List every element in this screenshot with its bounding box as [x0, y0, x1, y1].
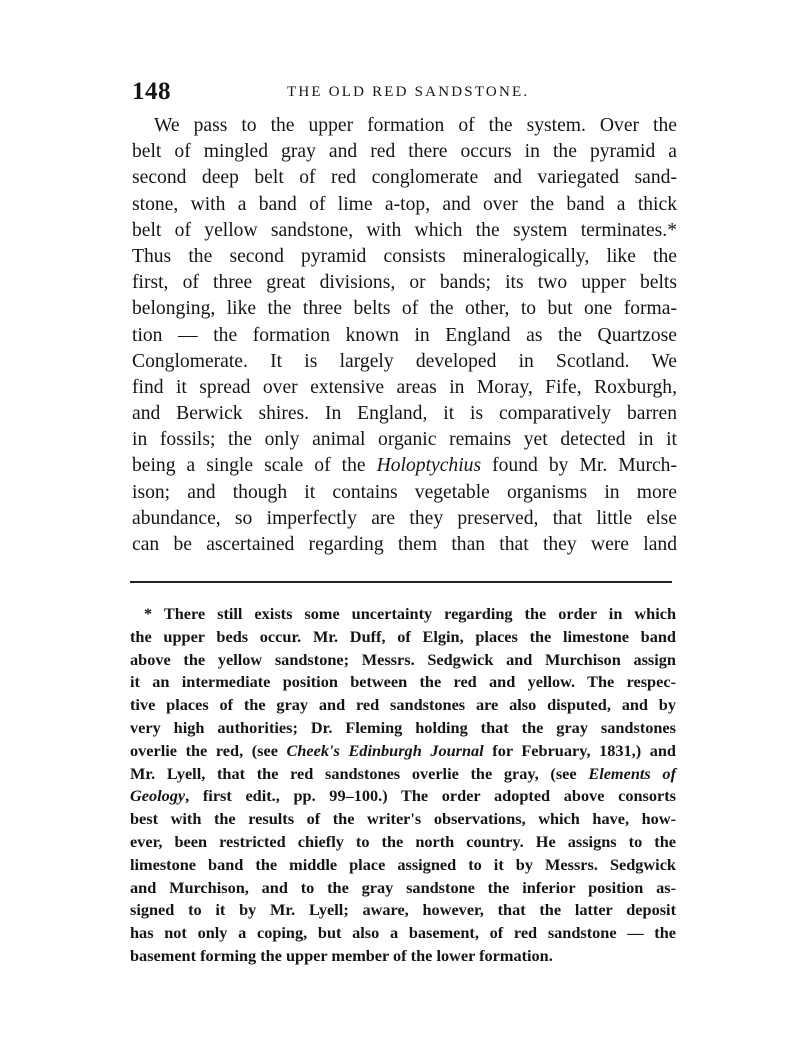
text-line: find it spread over extensive areas in Moray, Fife, Roxburgh,	[132, 376, 677, 398]
main-text	[132, 113, 677, 558]
footnote-divider	[130, 581, 672, 583]
text-line: Thus the second pyramid consists mineralogically, like the	[132, 245, 677, 267]
text-line: stone, with a band of lime a-top, and over the band a thick	[132, 193, 677, 215]
italic-genus-name: Holoptychius	[376, 455, 482, 477]
text-line: tion — the formation known in England as the Quartzose	[132, 324, 677, 346]
text-line: can be ascertained regarding them than that they were land	[132, 534, 677, 555]
text-line: belt of mingled gray and red there occurs in the pyramid a	[132, 141, 677, 163]
text-line: belonging, like the three belts of the other, to but one forma-	[132, 298, 677, 320]
footnote-line: ever, been restricted chiefly to the north country. He assigns to the	[130, 831, 676, 851]
text-line: in fossils; the only animal organic remains yet detected in it	[132, 429, 677, 451]
footnote	[130, 603, 676, 968]
text-line: second deep belt of red conglomerate and variegated sand-	[132, 167, 677, 189]
footnote-line: Geology, first edit., pp. 99–100.) The order adopted above consorts	[130, 786, 676, 806]
italic-book-title: Elements of	[588, 763, 676, 783]
text-line: Conglomerate. It is largely developed in Scotland. We	[132, 350, 677, 372]
footnote-line: basement forming the upper member of the lower formation.	[130, 945, 553, 965]
text-line: being a single scale of the Holoptychius found by Mr. Murch-	[132, 455, 677, 477]
footnote-line: * There still exists some uncertainty regarding the order in which	[144, 604, 676, 623]
text-line: first, of three great divisions, or bands; its two upper belts	[132, 272, 677, 294]
italic-book-title: Geology	[130, 786, 186, 806]
footnote-line: overlie the red, (see Cheek's Edinburgh Journal for February, 1831,) and	[130, 740, 676, 760]
page-number: 148	[132, 78, 171, 105]
footnote-line: tive places of the gray and red sandstones are also disputed, and by	[130, 695, 676, 715]
text-line: We pass to the upper formation of the system. Over the	[154, 115, 677, 136]
footnote-line: the upper beds occur. Mr. Duff, of Elgin, places the limestone band	[130, 626, 676, 646]
footnote-line: and Murchison, and to the gray sandstone the inferior position as-	[130, 877, 676, 897]
footnote-line: it an intermediate position between the red and yellow. The respec-	[130, 672, 676, 692]
footnote-line: very high authorities; Dr. Fleming holding that the gray sandstones	[130, 717, 676, 737]
running-head	[132, 78, 682, 108]
footnote-line: has not only a coping, but also a basement, of red sandstone — the	[130, 923, 676, 943]
text-line: belt of yellow sandstone, with which the system terminates.*	[132, 219, 677, 241]
italic-journal-title: Cheek's Edinburgh Journal	[286, 740, 484, 760]
footnote-line: signed to it by Mr. Lyell; aware, however, that the latter deposit	[130, 900, 676, 920]
text-line: abundance, so imperfectly are they preserved, that little else	[132, 507, 677, 529]
running-title: THE OLD RED SANDSTONE.	[287, 84, 530, 100]
text-line: and Berwick shires. In England, it is comparatively barren	[132, 403, 677, 425]
footnote-line: above the yellow sandstone; Messrs. Sedgwick and Murchison assign	[130, 649, 676, 669]
footnote-line: limestone band the middle place assigned to it by Messrs. Sedgwick	[130, 854, 676, 874]
footnote-line: Mr. Lyell, that the red sandstones overlie the gray, (see Elements of	[130, 763, 676, 783]
text-line: ison; and though it contains vegetable organisms in more	[132, 481, 677, 503]
footnote-line: best with the results of the writer's observations, which have, how-	[130, 809, 676, 829]
